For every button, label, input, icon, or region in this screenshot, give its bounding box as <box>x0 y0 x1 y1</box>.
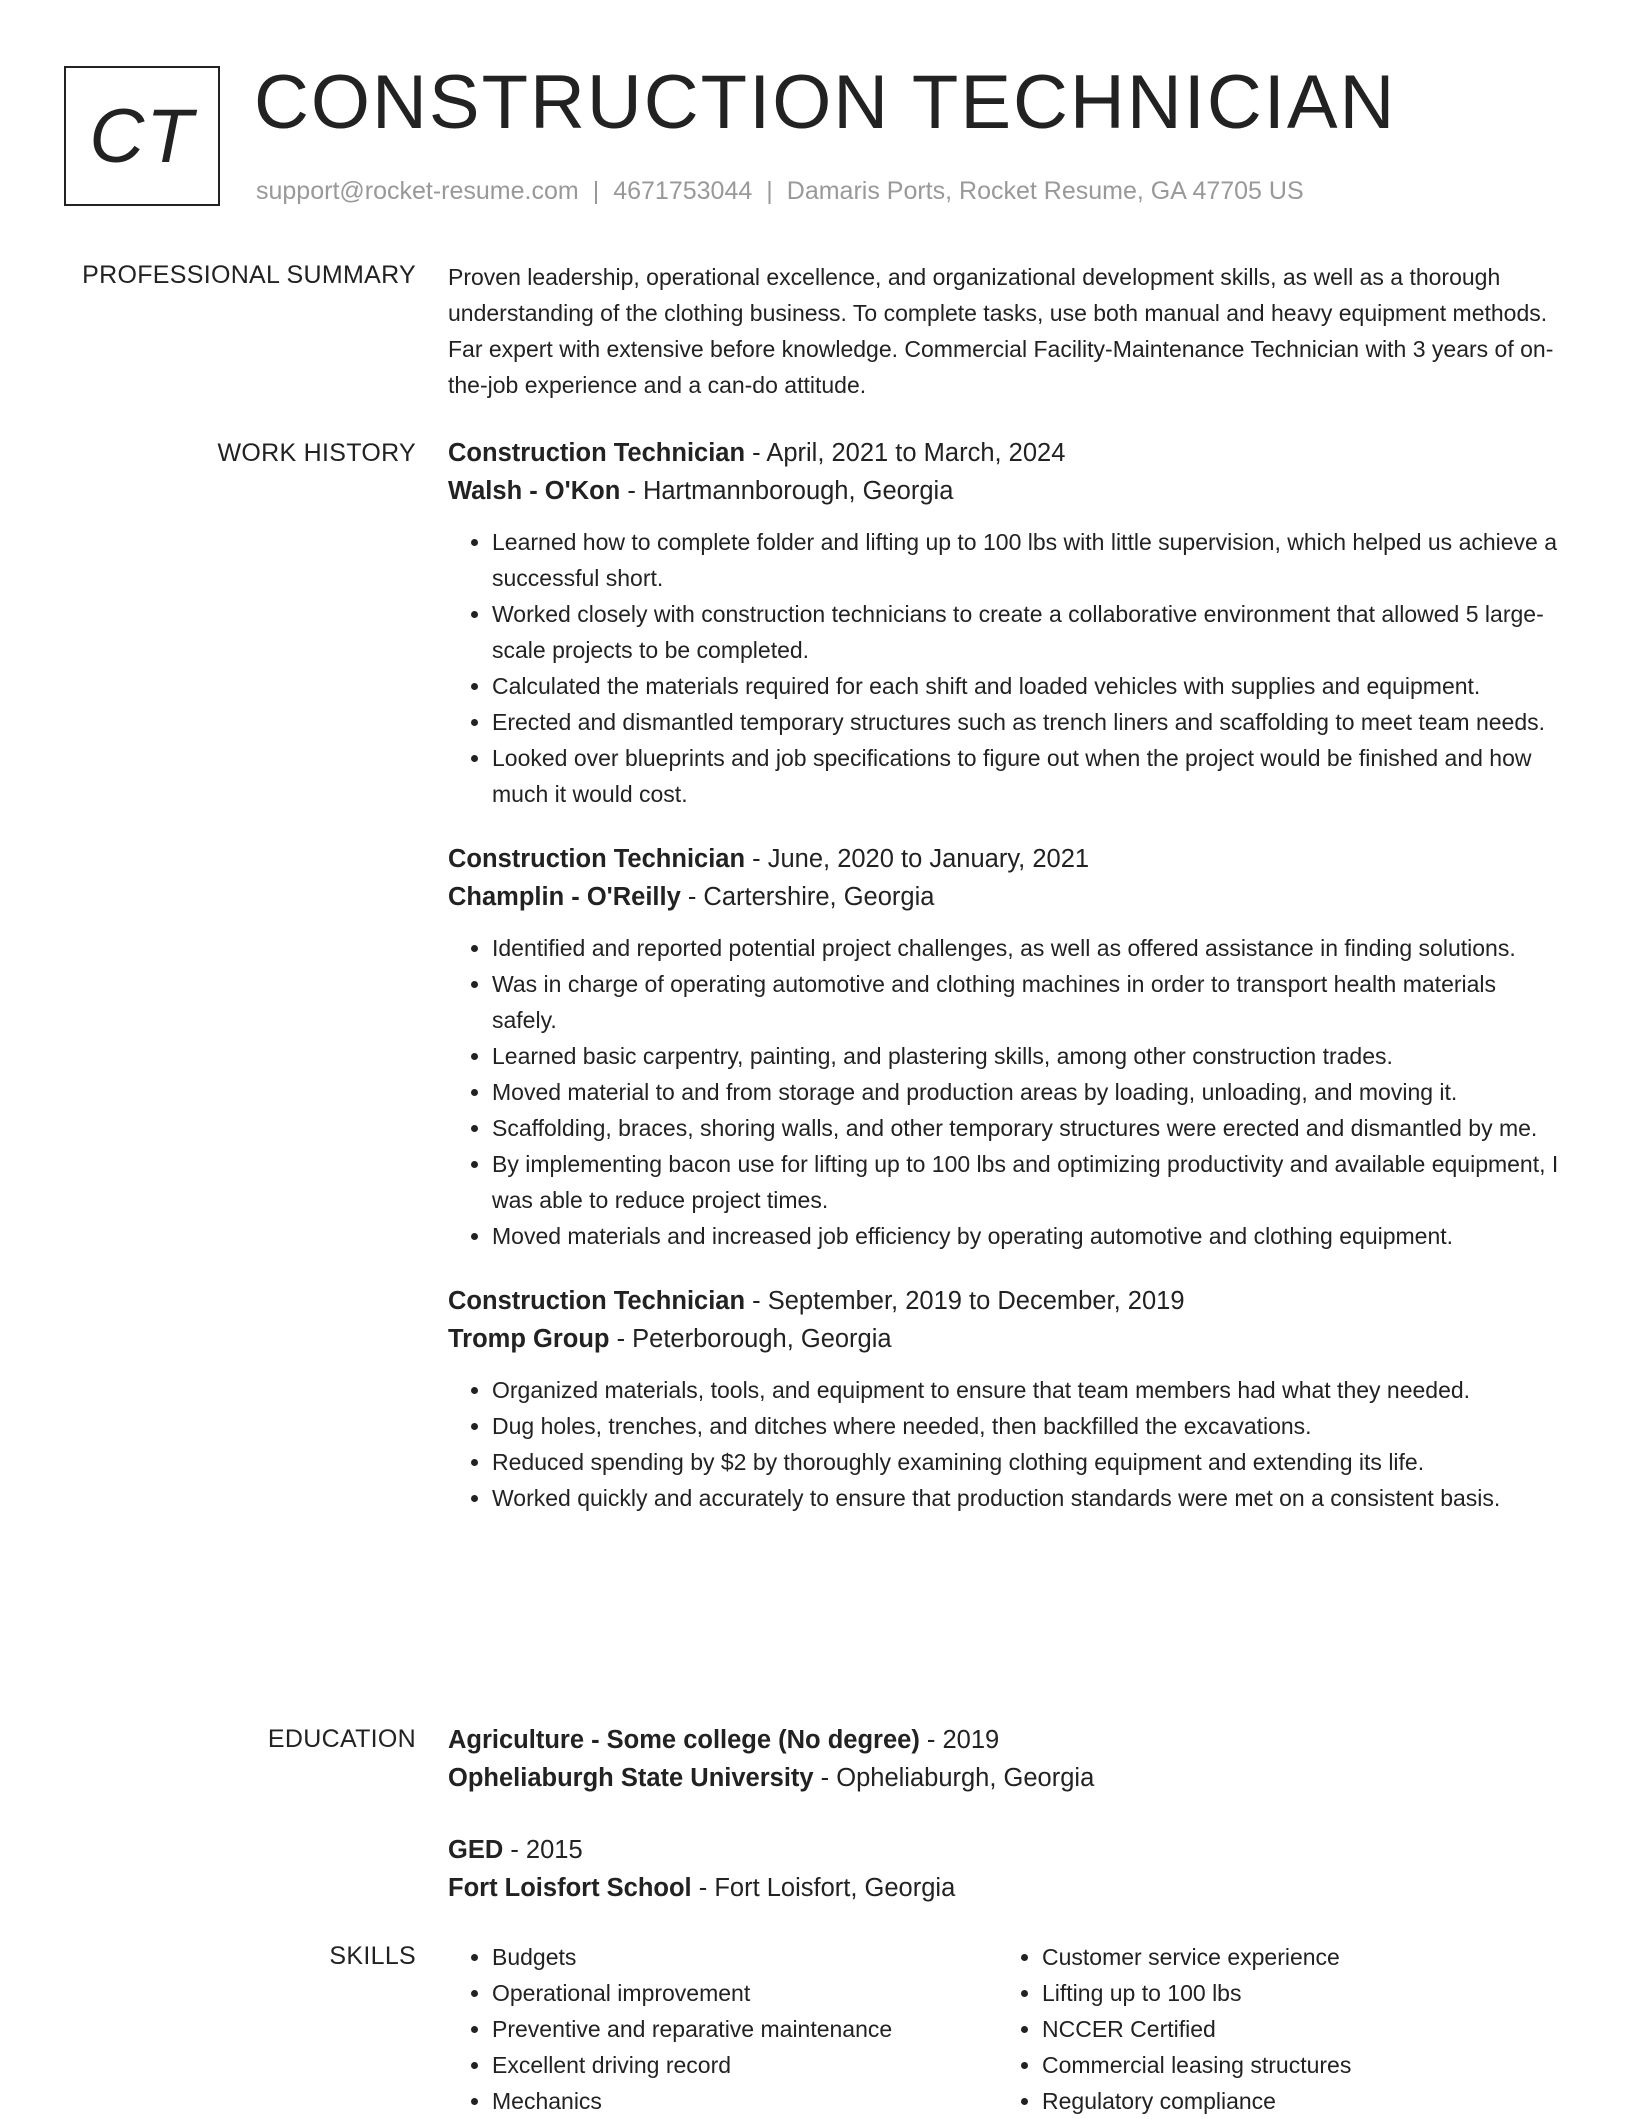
job-bullet: • Moved materials and increased job efficiency by operating automotive and clothing equipment. <box>492 1218 1566 1254</box>
job-title: Construction Technician <box>448 439 746 467</box>
education-degree-line <box>448 1831 1566 1869</box>
work-history-body <box>448 434 1566 1544</box>
job-bullet: • Looked over blueprints and job specifications to figure out when the project would be finished and how much it would cost. <box>492 740 1566 812</box>
work-history-heading: WORK HISTORY <box>217 439 416 467</box>
job-bullet: • Scaffolding, braces, shoring walls, and other temporary structures were erected and dismantled by me. <box>492 1110 1566 1146</box>
skill-item: • Commercial leasing structures <box>1042 2047 1548 2083</box>
education-location: - Opheliaburgh, Georgia <box>813 1764 1095 1792</box>
skill-item: • Customer service experience <box>1042 1939 1548 1975</box>
education-year: - 2019 <box>919 1726 1000 1754</box>
skills-column-left <box>448 1939 998 2119</box>
contact-separator: | <box>592 177 600 205</box>
education-heading: EDUCATION <box>267 1725 416 1753</box>
job-bullet: • Reduced spending by $2 by thoroughly examining clothing equipment and extending its life. <box>492 1444 1566 1480</box>
skill-item: • Lifting up to 100 lbs <box>1042 1975 1548 2011</box>
job-entry <box>448 840 1566 1254</box>
skill-item: • Operational improvement <box>492 1975 998 2011</box>
job-bullet: • Moved material to and from storage and production areas by loading, unloading, and moving it. <box>492 1074 1566 1110</box>
job-company-line <box>448 472 1566 510</box>
job-entry <box>448 1282 1566 1516</box>
skill-item: • Excellent driving record <box>492 2047 998 2083</box>
skill-item: • Regulatory compliance <box>1042 2083 1548 2119</box>
job-bullets <box>448 524 1566 812</box>
skill-item: • NCCER Certified <box>1042 2011 1548 2047</box>
job-bullet: • By implementing bacon use for lifting up to 100 lbs and optimizing productivity and available equipment, I was able to reduce project times. <box>492 1146 1566 1218</box>
job-bullet: • Identified and reported potential project challenges, as well as offered assistance in finding solutions. <box>492 930 1566 966</box>
education-school: Opheliaburgh State University <box>448 1764 814 1792</box>
job-bullet: • Dug holes, trenches, and ditches where needed, then backfilled the excavations. <box>492 1408 1566 1444</box>
skill-item: • Preventive and reparative maintenance <box>492 2011 998 2047</box>
job-company: Walsh - O'Kon <box>448 477 621 505</box>
education-school-line <box>448 1759 1566 1797</box>
job-company: Champlin - O'Reilly <box>448 883 681 911</box>
job-dates: - September, 2019 to December, 2019 <box>745 1287 1185 1315</box>
skill-item: • Budgets <box>492 1939 998 1975</box>
education-location: - Fort Loisfort, Georgia <box>691 1874 956 1902</box>
summary-text: Proven leadership, operational excellence, and organizational development skills, as well as a thorough understanding of the clothing business. To complete tasks, use both manual and heavy equipment methods. Far expert with extensive before knowledge. Commercial Facility-Maintenance Technician with 3 years of on-the-job experience and a can-do attitude. <box>448 264 1554 398</box>
job-title-line <box>448 434 1566 472</box>
education-degree-line <box>448 1721 1566 1759</box>
education-year: - 2015 <box>503 1836 583 1864</box>
job-bullets <box>448 930 1566 1254</box>
summary-body <box>448 259 1566 403</box>
job-company-line <box>448 1320 1566 1358</box>
education-degree: GED <box>448 1836 504 1864</box>
job-title-line <box>448 1282 1566 1320</box>
contact-phone[interactable]: 4671753044 <box>613 177 753 205</box>
job-bullet: • Worked closely with construction technicians to create a collaborative environment that allowed 5 large-scale projects to be completed. <box>492 596 1566 668</box>
job-title: Construction Technician <box>448 1287 746 1315</box>
job-bullet: • Learned basic carpentry, painting, and plastering skills, among other construction trades. <box>492 1038 1566 1074</box>
job-location: - Peterborough, Georgia <box>609 1325 892 1353</box>
contact-separator: | <box>766 177 773 205</box>
job-title-line <box>448 840 1566 878</box>
education-body <box>448 1721 1566 1941</box>
job-bullet: • Worked quickly and accurately to ensure that production standards were met on a consistent basis. <box>492 1480 1566 1516</box>
education-entry <box>448 1721 1566 1797</box>
job-bullet: • Was in charge of operating automotive and clothing machines in order to transport health materials safely. <box>492 966 1566 1038</box>
skills-list <box>448 1939 998 2119</box>
contact-line <box>256 174 1304 208</box>
job-bullet: • Erected and dismantled temporary structures such as trench liners and scaffolding to meet team needs. <box>492 704 1566 740</box>
monogram-logo: CT <box>64 66 220 206</box>
job-entry <box>448 434 1566 812</box>
job-title: Construction Technician <box>448 845 746 873</box>
skills-heading: SKILLS <box>329 1942 416 1970</box>
job-location: - Cartershire, Georgia <box>680 883 935 911</box>
job-bullet: • Calculated the materials required for each shift and loaded vehicles with supplies and equipment. <box>492 668 1566 704</box>
education-entry <box>448 1831 1566 1907</box>
job-dates: - April, 2021 to March, 2024 <box>745 439 1066 467</box>
job-bullet: • Organized materials, tools, and equipment to ensure that team members had what they needed. <box>492 1372 1566 1408</box>
skills-body <box>448 1939 1566 2119</box>
skills-list <box>998 1939 1548 2119</box>
skills-grid <box>448 1939 1566 2119</box>
contact-email[interactable]: support@rocket-resume.com <box>256 177 579 205</box>
job-bullet: • Learned how to complete folder and lifting up to 100 lbs with little supervision, which helped us achieve a successful short. <box>492 524 1566 596</box>
job-location: - Hartmannborough, Georgia <box>620 477 954 505</box>
job-dates: - June, 2020 to January, 2021 <box>745 845 1090 873</box>
skills-column-right <box>998 1939 1548 2119</box>
education-degree: Agriculture - Some college (No degree) <box>448 1726 920 1754</box>
summary-heading: PROFESSIONAL SUMMARY <box>82 261 416 289</box>
education-school: Fort Loisfort School <box>448 1874 692 1902</box>
job-bullets <box>448 1372 1566 1516</box>
skill-item: • Mechanics <box>492 2083 998 2119</box>
contact-address: Damaris Ports, Rocket Resume, GA 47705 US <box>786 177 1304 205</box>
job-company: Tromp Group <box>448 1325 610 1353</box>
resume-title: CONSTRUCTION TECHNICIAN <box>254 60 1397 145</box>
job-company-line <box>448 878 1566 916</box>
education-school-line <box>448 1869 1566 1907</box>
